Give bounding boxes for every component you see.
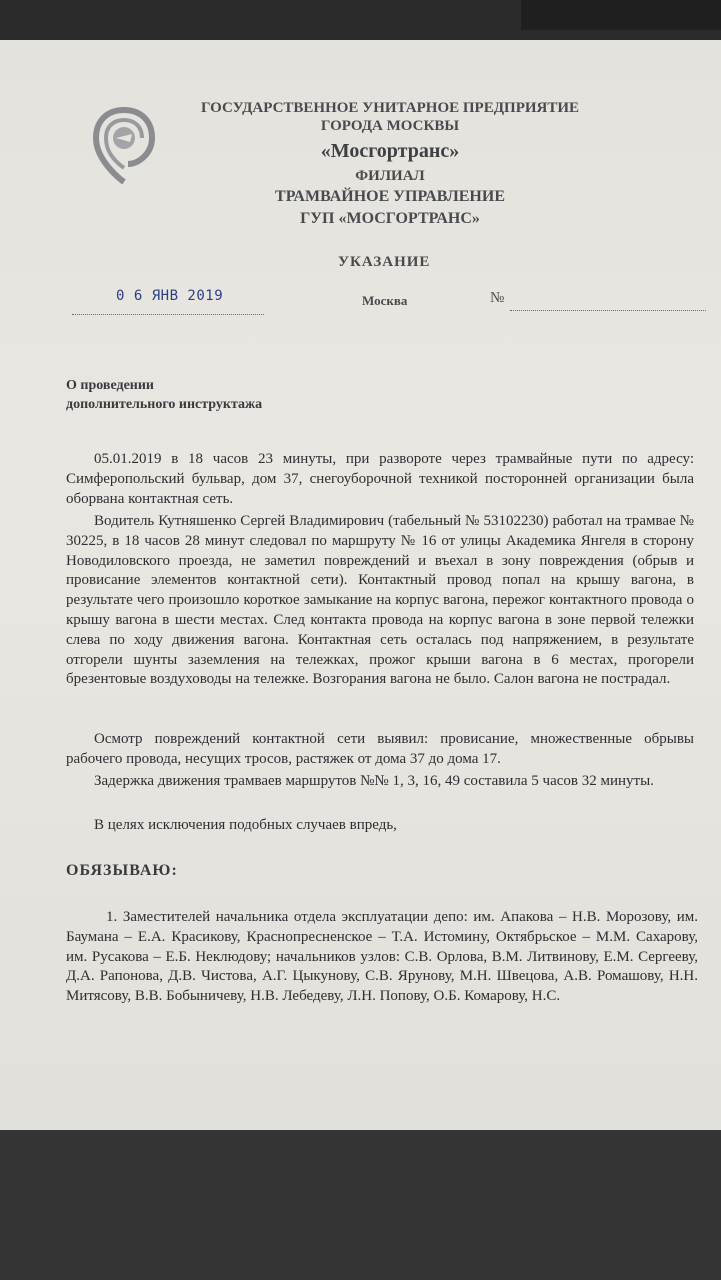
paragraph-driver: Водитель Кутняшенко Сергей Владимирович (табельный № 53102230) работал на трамвае № 30225, в 18 часов 28 минут следовал по маршруту № 16 от улицы Академика Янгеля в сторону Новодиловского проезда, не заметил повреждений и въехал в зону повреждения (обрыв и провисание элементов контактной сети). Контактный провод попал на крышу вагона, в результате чего произошло короткое замыкание на корпус вагона, пережог контактного провода о крышу вагона в шести местах. След контакта провода на корпус вагона в зоне первой тележки слева по ходу движения вагона. Контактная сеть осталась под напряжением, в результате отгорели шунты заземления на тележках, прожог крыши вагона в 6 местах, прогорели брезентовые воздуховоды на тележке. Возгорания вагона не было. Салон вагона не пострадал. xyxy=(66,513,694,688)
mosgortrans-logo-icon xyxy=(88,102,160,186)
subject-line-1: О проведении xyxy=(66,378,154,393)
paragraph-purpose: В целях исключения подобных случаев впредь, xyxy=(94,817,397,833)
subject xyxy=(66,376,262,414)
branch-label: ФИЛИАЛ xyxy=(355,168,425,184)
paragraph-delay: Задержка движения трамваев маршрутов №№ 1, 3, 16, 49 составила 5 часов 32 минуты. xyxy=(94,773,654,789)
paragraph-inspection: Осмотр повреждений контактной сети выявил: провисание, множественные обрывы рабочего провода, несущих тросов, растяжек от дома 37 до дома 17. xyxy=(66,731,694,767)
number-label: № xyxy=(490,290,505,306)
city: Москва xyxy=(362,293,408,308)
paragraph-incident: 05.01.2019 в 18 часов 23 минуты, при развороте через трамвайные пути по адресу: Симферопольский бульвар, дом 37, снегоуборочной техникой посторонней организации была оборвана контактная сеть. xyxy=(66,451,694,507)
subject-line-2: дополнительного инструктажа xyxy=(66,397,263,412)
document-page xyxy=(0,40,721,1132)
branch-org: ГУП «МОСГОРТРАНС» xyxy=(300,210,480,227)
desk-bottom xyxy=(0,1130,721,1280)
order-heading: ОБЯЗЫВАЮ: xyxy=(66,862,178,879)
document-type: УКАЗАНИЕ xyxy=(338,254,431,270)
org-brand: «Мосгортранс» xyxy=(320,140,460,162)
order-item-1: 1. Заместителей начальника отдела эксплуатации депо: им. Апакова – Н.В. Морозову, им. Баумана – Е.А. Красикову, Краснопресненское – Т.А. Истомину, Октябрьское – М.М. Сахарову, им. Русакова – Е.Б. Неклюдову; начальников узлов: С.В. Орлова, В.М. Литвинову, Е.М. Сергееву, Д.А. Рапонова, Д.В. Чистова, А.Г. Цыкунову, С.В. Ярунову, М.Н. Швецова, А.В. Ромашову, Н.Н. Митясову, В.В. Бобыничеву, Н.В. Лебедеву, Л.Н. Попову, О.Б. Комарову, Н.С. xyxy=(66,909,698,1005)
branch-name: ТРАМВАЙНОЕ УПРАВЛЕНИЕ xyxy=(275,188,505,205)
org-name-line-2: ГОРОДА МОСКВЫ xyxy=(320,118,460,134)
laptop-edge xyxy=(521,0,721,30)
date-line xyxy=(72,314,264,315)
date-stamp: 0 6 ЯНВ 2019 xyxy=(116,288,224,304)
org-name-line-1: ГОСУДАРСТВЕННОЕ УНИТАРНОЕ ПРЕДПРИЯТИЕ xyxy=(200,100,580,116)
desk-top-edge xyxy=(0,0,721,40)
number-line xyxy=(510,310,706,311)
